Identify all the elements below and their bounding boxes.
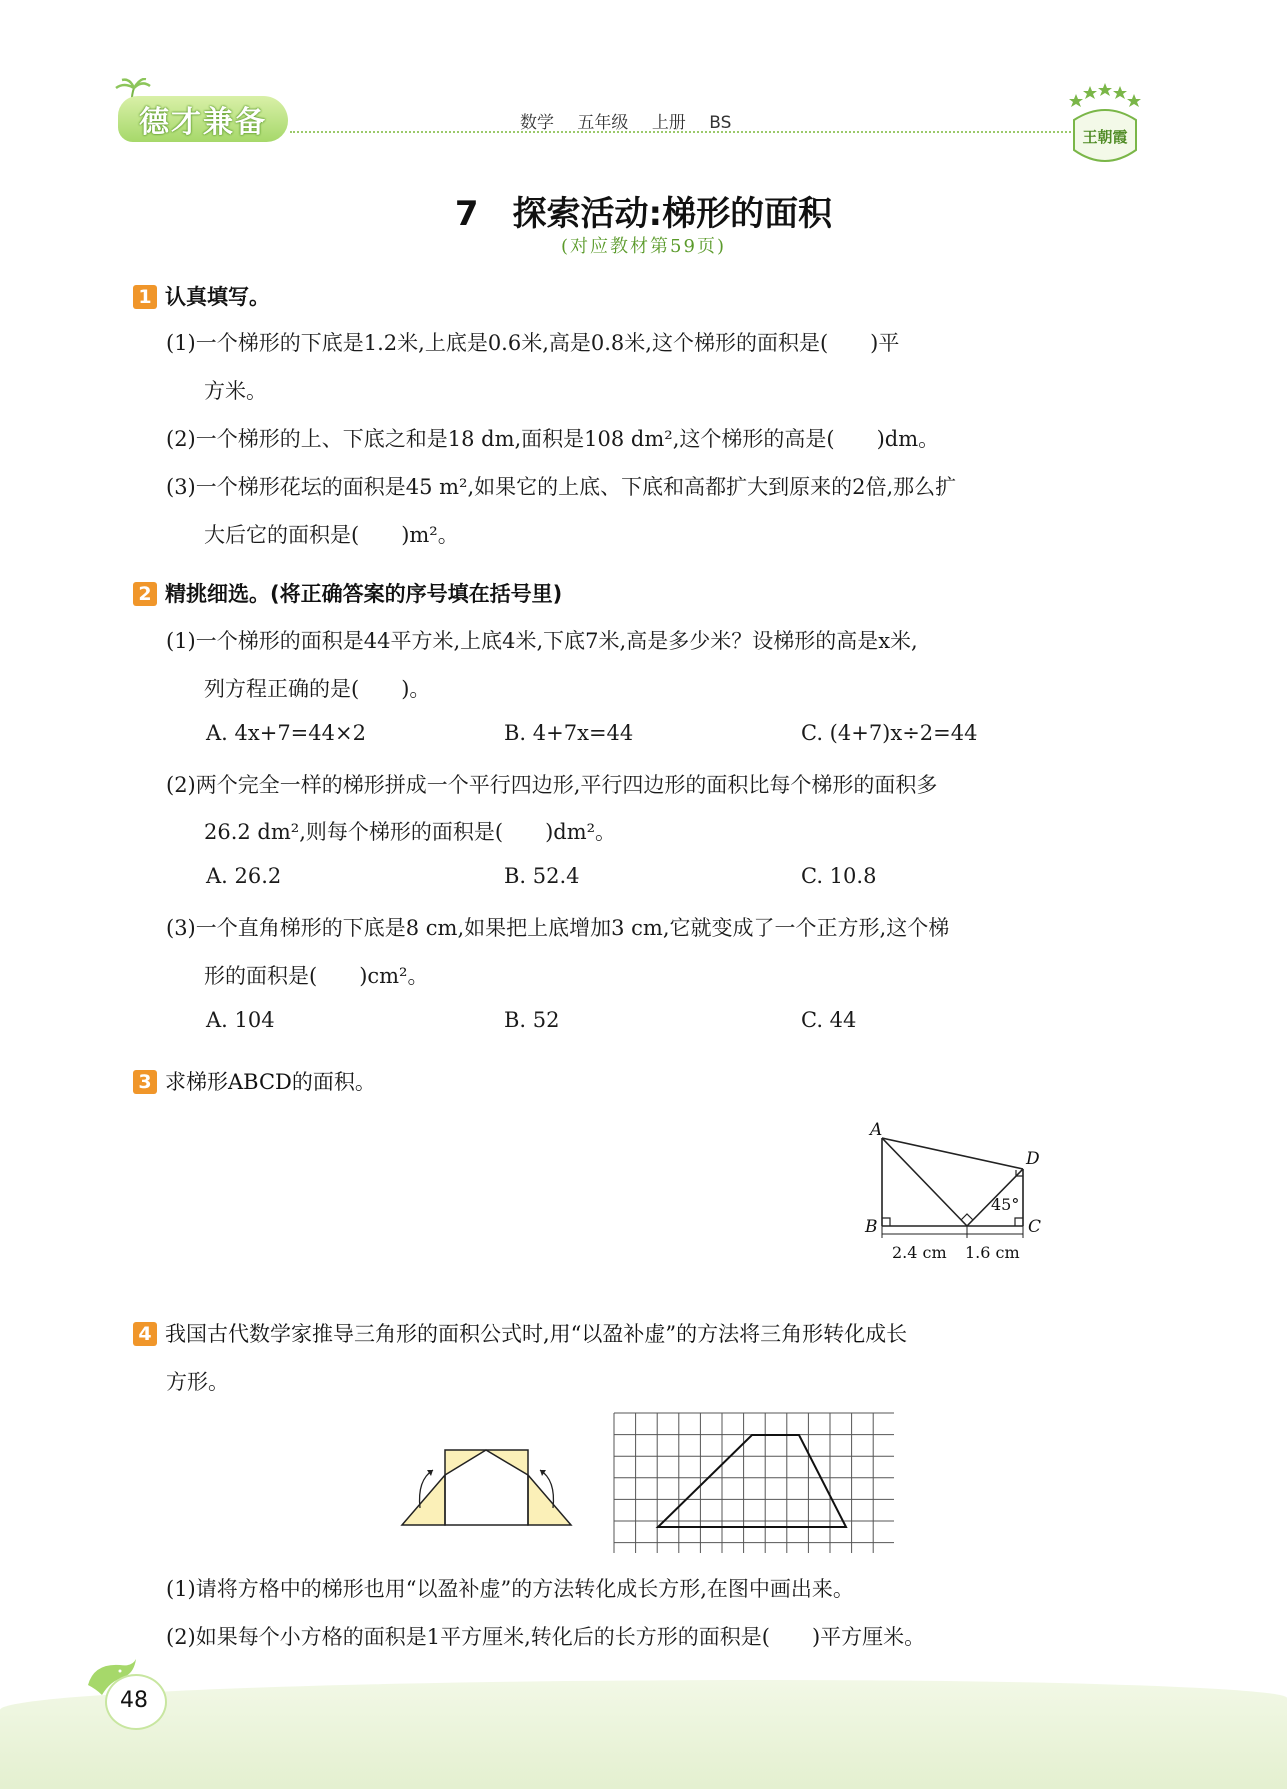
- q2-item-1-option-b: B. 4+7x=44: [504, 721, 634, 745]
- footer-wave: [0, 1680, 1287, 1789]
- q1-item-1-line-2: 方米。: [204, 379, 267, 403]
- left-arrowhead: [427, 1470, 433, 1476]
- page-number: 48: [120, 1688, 148, 1713]
- q3-number-badge: 3: [133, 1070, 157, 1094]
- right-angle-m: [961, 1214, 973, 1220]
- right-cut-triangle: [528, 1475, 571, 1525]
- right-angle-c: [1015, 1218, 1023, 1226]
- q2-header: [133, 578, 562, 608]
- q4-number-badge: 4: [133, 1322, 157, 1346]
- segment-am: [882, 1138, 967, 1226]
- grid-trapezoid: [658, 1435, 846, 1527]
- q4-item-1: (1)请将方格中的梯形也用“以盈补虚”的方法转化成长方形,在图中画出来。: [166, 1577, 854, 1601]
- q1-number-badge: 1: [133, 285, 157, 309]
- author-seal-logo: [1064, 80, 1146, 172]
- q1-item-1-line-1: (1)一个梯形的下底是1.2米,上底是0.6米,高是0.8米,这个梯形的面积是( )平: [166, 331, 900, 355]
- label-angle-45: 45°: [991, 1195, 1020, 1214]
- q1-item-3-line-1: (3)一个梯形花坛的面积是45 m²,如果它的上底、下底和高都扩大到原来的2倍,那么扩: [166, 475, 957, 499]
- q1-item-3-line-2: 大后它的面积是( )m²。: [204, 523, 459, 547]
- grid-with-trapezoid: [612, 1411, 894, 1553]
- label-c: C: [1028, 1217, 1042, 1237]
- triangle-to-rectangle-diagram: [395, 1440, 575, 1540]
- q2-item-1-line-1: (1)一个梯形的面积是44平方米,上底4米,下底7米,高是多少米？设梯形的高是x米,: [166, 629, 918, 653]
- header-edition: BS: [709, 113, 732, 133]
- q2-item-2-option-c: C. 10.8: [801, 864, 877, 888]
- q2-item-3-line-1: (3)一个直角梯形的下底是8 cm,如果把上底增加3 cm,它就变成了一个正方形,这个梯: [166, 916, 950, 940]
- q2-title: 精挑细选。(将正确答案的序号填在括号里): [165, 582, 563, 606]
- label-bm-length: 2.4 cm: [892, 1243, 947, 1262]
- right-angle-b: [882, 1218, 890, 1226]
- q2-item-3-option-b: B. 52: [504, 1008, 560, 1032]
- header-grade: 五年级: [577, 113, 629, 133]
- side-ad: [882, 1138, 1023, 1169]
- header-volume: 上册: [651, 113, 686, 133]
- q2-item-2-option-b: B. 52.4: [504, 864, 580, 888]
- q1-title: 认真填写。: [165, 285, 270, 309]
- q3-title: 求梯形ABCD的面积。: [165, 1070, 376, 1094]
- header-subject: 数学: [520, 113, 554, 133]
- q2-item-2-line-1: (2)两个完全一样的梯形拼成一个平行四边形,平行四边形的面积比每个梯形的面积多: [166, 773, 938, 797]
- page-title: 7 探索活动:梯形的面积: [454, 194, 833, 234]
- q1-item-2-line-1: (2)一个梯形的上、下底之和是18 dm,面积是108 dm²,这个梯形的高是( )dm。: [166, 427, 940, 451]
- left-cut-triangle: [402, 1475, 445, 1525]
- page-subtitle: (对应教材第59页): [561, 236, 726, 257]
- q1-header: [133, 281, 270, 311]
- label-mc-length: 1.6 cm: [965, 1243, 1020, 1262]
- q2-item-3-option-c: C. 44: [801, 1008, 857, 1032]
- q2-item-3-line-2: 形的面积是( )cm²。: [204, 964, 429, 988]
- label-b: B: [865, 1217, 878, 1237]
- q2-item-2-option-a: A. 26.2: [206, 864, 282, 888]
- q2-item-1-option-a: A. 4x+7=44×2: [206, 721, 366, 745]
- q2-item-1-line-2: 列方程正确的是( )。: [204, 677, 431, 701]
- label-d: D: [1026, 1149, 1040, 1169]
- q4-item-2: (2)如果每个小方格的面积是1平方厘米,转化后的长方形的面积是( )平方厘米。: [166, 1625, 926, 1649]
- trapezoid-abcd-figure: [855, 1110, 1055, 1270]
- label-a: A: [870, 1120, 883, 1140]
- q4-line-2: 方形。: [166, 1370, 229, 1394]
- q3-header: [133, 1066, 376, 1096]
- header-info: [520, 108, 749, 133]
- right-arrowhead: [540, 1470, 546, 1476]
- q2-number-badge: 2: [133, 582, 157, 606]
- q2-item-2-line-2: 26.2 dm²,则每个梯形的面积是( )dm²。: [204, 820, 617, 844]
- svg-text:王朝霞: 王朝霞: [1082, 128, 1128, 146]
- q4-header: [133, 1318, 907, 1348]
- brand-logo: 德才兼备: [118, 96, 288, 142]
- q2-item-1-option-c: C. (4+7)x÷2=44: [801, 721, 978, 745]
- q2-item-3-option-a: A. 104: [206, 1008, 275, 1032]
- q4-line-1: 我国古代数学家推导三角形的面积公式时,用“以盈补虚”的方法将三角形转化成长: [165, 1322, 908, 1346]
